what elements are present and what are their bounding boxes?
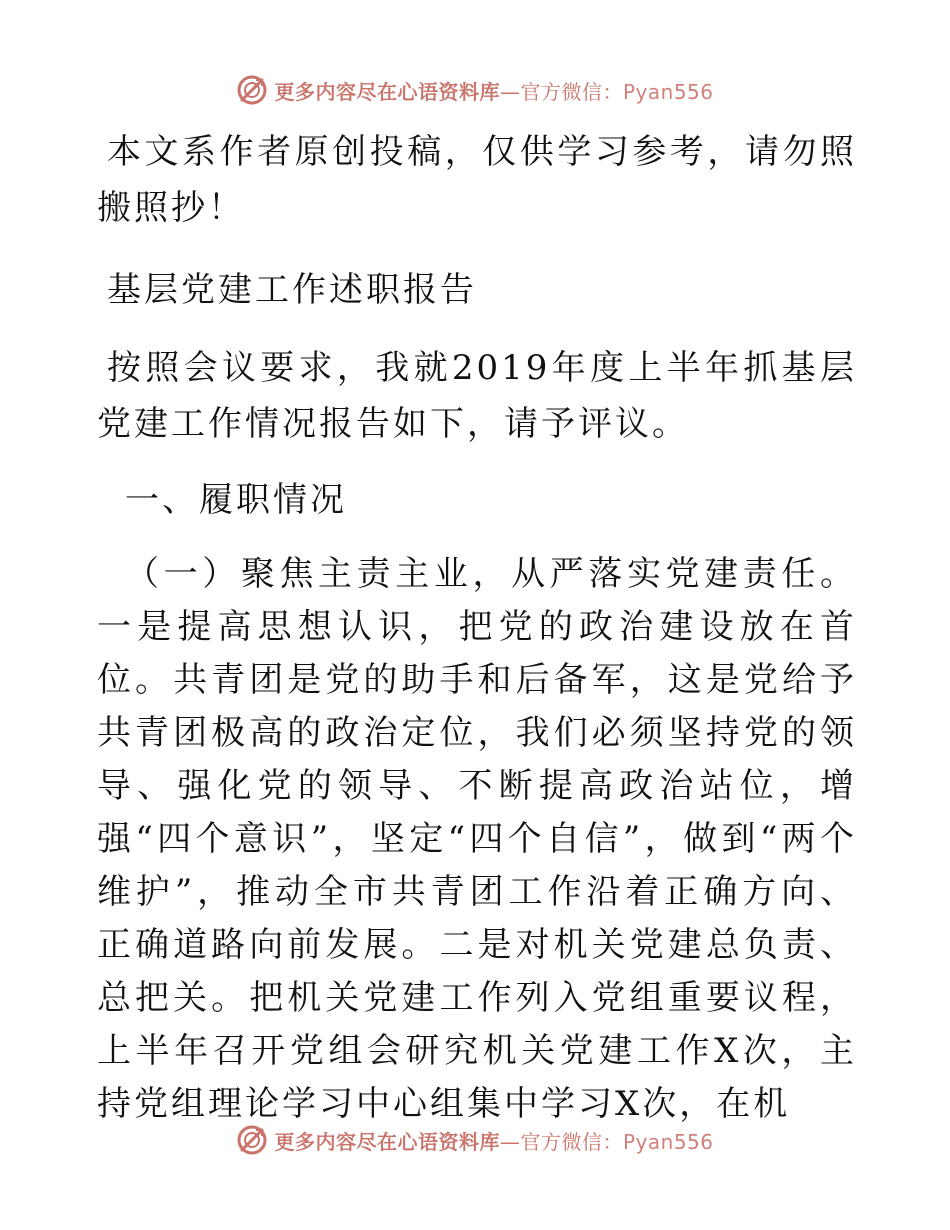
header-watermark: [0, 70, 950, 110]
watermark-text: [274, 1126, 713, 1155]
body-paragraph: （一）聚焦主责主业，从严落实党建责任。一是提高思想认识，把党的政治建设放在首位。共青团是党的助手和后备军，这是党给予共青团极高的政治定位，我们必须坚持党的领导、强化党的领导、不断提高政治站位，增强“四个意识”，坚定“四个自信”，做到“两个维护”，推动全市共青团工作沿着正确方向、正确道路向前发展。二是对机关党建总负责、总把关。把机关党建工作列入党组重要议程，上半年召开党组会研究机关党建工作X次，主持党组理论学习中心组集中学习X次，在机: [97, 554, 857, 1124]
watermark-separator: —: [499, 1129, 521, 1154]
watermark-site: 更多内容尽在心语资料库: [274, 1129, 500, 1154]
watermark-text: [274, 76, 713, 105]
seal-logo-icon: [236, 74, 268, 106]
intro-paragraph: 按照会议要求，我就2019年度上半年抓基层党建工作情况报告如下，请予评议。: [97, 348, 857, 444]
watermark-wechat-id: Pyan556: [622, 1129, 714, 1154]
copyright-notice: 本文系作者原创投稿，仅供学习参考，请勿照搬照抄！: [97, 132, 857, 228]
document-body: [97, 118, 857, 1131]
watermark-wechat-id: Pyan556: [622, 79, 714, 104]
document-title: 基层党建工作述职报告: [107, 270, 477, 310]
watermark-wechat-label: 官方微信：: [520, 79, 623, 104]
section-heading: 一、履职情况: [125, 480, 347, 520]
watermark-separator: —: [499, 79, 521, 104]
watermark-site: 更多内容尽在心语资料库: [274, 79, 500, 104]
watermark-wechat-label: 官方微信：: [520, 1129, 623, 1154]
footer-watermark: [0, 1120, 950, 1160]
seal-logo-icon: [236, 1124, 268, 1156]
